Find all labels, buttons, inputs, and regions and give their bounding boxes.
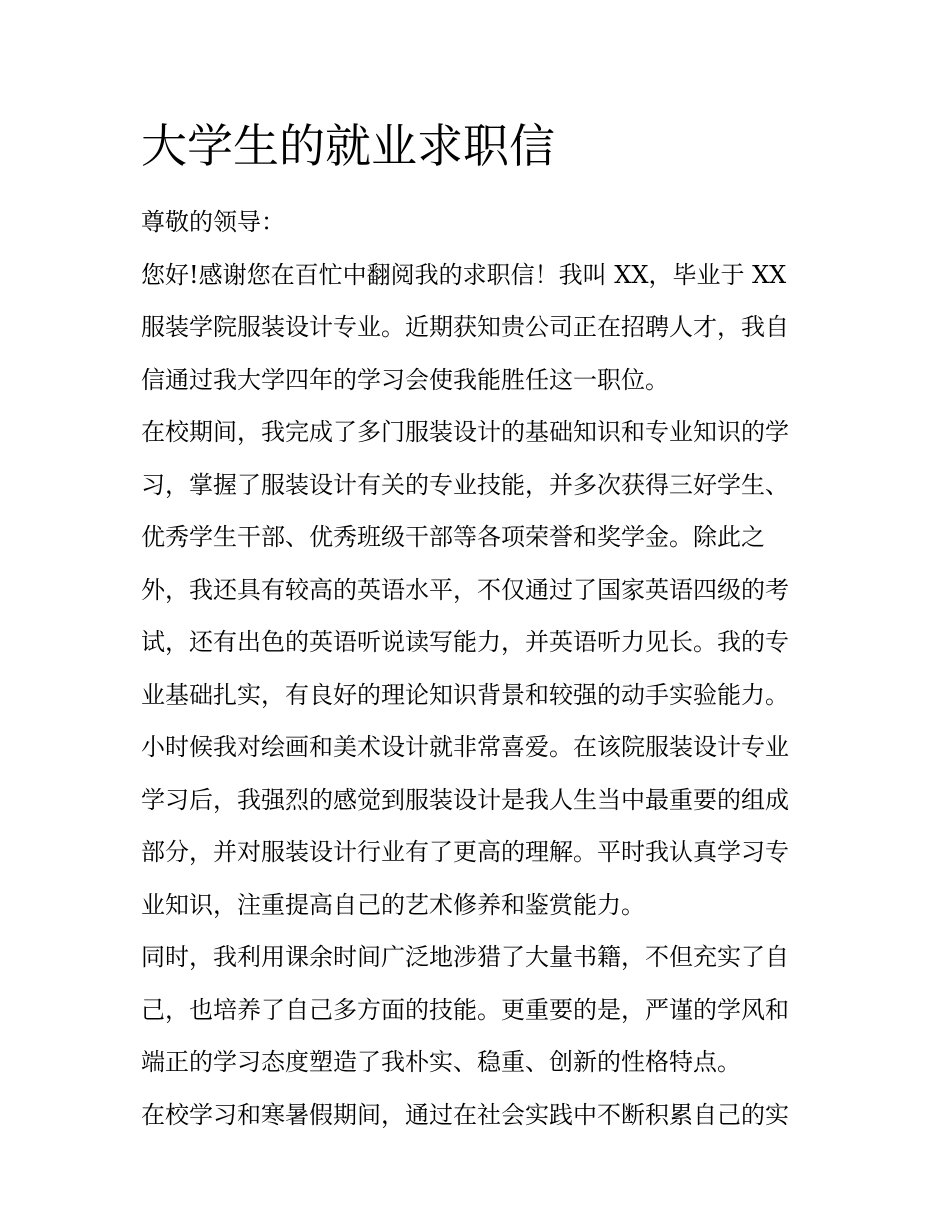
text-line: 习，掌握了服装设计有关的专业技能，并多次获得三好学生、 xyxy=(141,470,789,499)
text-line: 在校学习和寒暑假期间，通过在社会实践中不断积累自己的实 xyxy=(141,1100,789,1129)
text-line: 业基础扎实，有良好的理论知识背景和较强的动手实验能力。 xyxy=(141,680,789,709)
text-line: 己，也培养了自己多方面的技能。更重要的是，严谨的学风和 xyxy=(141,995,789,1024)
text-line: 端正的学习态度塑造了我朴实、稳重、创新的性格特点。 xyxy=(141,1048,741,1076)
text-line: 部分，并对服装设计行业有了更高的理解。平时我认真学习专 xyxy=(141,838,789,866)
letter-body xyxy=(141,196,821,1141)
text-line: 试，还有出色的英语听说读写能力，并英语听力见长。我的专 xyxy=(141,628,789,656)
text-line: 优秀学生干部、优秀班级干部等各项荣誉和奖学金。除此之 xyxy=(141,523,765,551)
text-line: 同时，我利用课余时间广泛地涉猎了大量书籍，不但充实了自 xyxy=(141,943,789,971)
text-line: 外，我还具有较高的英语水平，不仅通过了国家英语四级的考 xyxy=(141,575,789,604)
text-line: 服装学院服装设计专业。近期获知贵公司正在招聘人才，我自 xyxy=(141,313,789,341)
text-line: 尊敬的领导： xyxy=(141,208,285,236)
text-line: 您好!感谢您在百忙中翻阅我的求职信！我叫 XX，毕业于 XX xyxy=(141,260,787,289)
document-title: 大学生的就业求职信 xyxy=(141,119,555,173)
text-line: 业知识，注重提高自己的艺术修养和鉴赏能力。 xyxy=(141,890,645,919)
text-line: 在校期间，我完成了多门服装设计的基础知识和专业知识的学 xyxy=(141,418,789,446)
text-line: 学习后，我强烈的感觉到服装设计是我人生当中最重要的组成 xyxy=(141,785,789,814)
text-line: 小时候我对绘画和美术设计就非常喜爱。在该院服装设计专业 xyxy=(141,733,789,761)
text-line: 信通过我大学四年的学习会使我能胜任这一职位。 xyxy=(141,365,669,394)
